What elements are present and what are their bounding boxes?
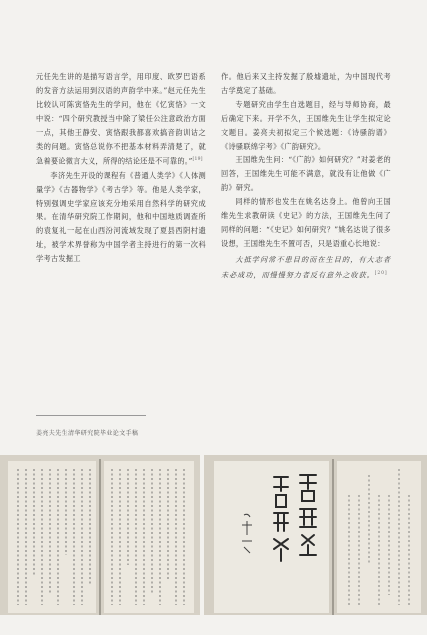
photo-caption: 姜亮夫先生清华研究院毕业论文手稿 bbox=[36, 430, 139, 437]
footnote-ref-20: [20] bbox=[374, 270, 388, 276]
right-text-column bbox=[221, 70, 391, 282]
handwritten-quote bbox=[221, 253, 391, 282]
left-paragraph-1-text: 元任先生讲的是描写语言学，用印度、欧罗巴语系的发音方法运用到汉语的声韵学中来。”赵元任先生比较认可陈寅恪先生的学问，他在《忆寅恪》一文中说：“四个研究教授当中除了梁任公注意政治方面一点，其他王静安、寅恪跟我都喜欢搞音韵训诂之类的问题。寅恪总说你不把基本材料弄清楚了，就急着要论微言大义，所得的结论还是不可靠的。” bbox=[36, 72, 206, 166]
left-paragraph-1 bbox=[36, 70, 206, 169]
manuscript-photo-left bbox=[0, 455, 200, 615]
right-paragraph-4: 同样的情形也发生在姚名达身上。他曾向王国维先生求教研读《史记》的方法，王国维先生问了同样的问题：“《史记》如何研究？”姚名达说了很多设想，王国维先生不置可否，只是语重心长地说： bbox=[221, 197, 391, 248]
footnote-ref-19: [19] bbox=[192, 157, 203, 163]
caption-divider bbox=[36, 415, 146, 416]
right-paragraph-1: 作。他后来又主持发掘了殷墟遗址，为中国现代考古学奠定了基础。 bbox=[221, 72, 391, 95]
handwritten-quote-text: 大抵学问常不患目的而在生目的，有大志者未必成功，而慢慢努力者反有意外之收获。 bbox=[221, 254, 391, 280]
manuscript-pages-image bbox=[0, 455, 200, 615]
right-paragraph-3: 王国维先生问：“《广韵》如何研究？”对姜老的回答，王国维先生可能不满意，就没有让他做《广韵》研究。 bbox=[221, 155, 391, 193]
right-paragraph-2: 专题研究由学生自选题目，经与导师协商，最后确定下来。开学不久，王国维先生让学生拟定论文题目。姜亮夫初拟定三个候选题：《诗骚韵谱》《诗骚联绵字考》《广韵研究》。 bbox=[221, 99, 391, 151]
manuscript-photo-right bbox=[204, 455, 427, 615]
left-text-column bbox=[36, 70, 206, 266]
left-paragraph-2: 李济先生开设的课程有《普通人类学》《人体测量学》《古器物学》《考古学》等。他是人类学家，特别强调史学家应该充分地采用自然科学的研究成果。在清华研究院工作期间，他和中国地质调查所的袁复礼一起在山西汾河流域发现了夏县西阴村遗址，被学术界誉称为中国学者主持进行的第一次科学考古发掘工 bbox=[36, 170, 206, 264]
manuscript-cover-image bbox=[204, 455, 427, 615]
